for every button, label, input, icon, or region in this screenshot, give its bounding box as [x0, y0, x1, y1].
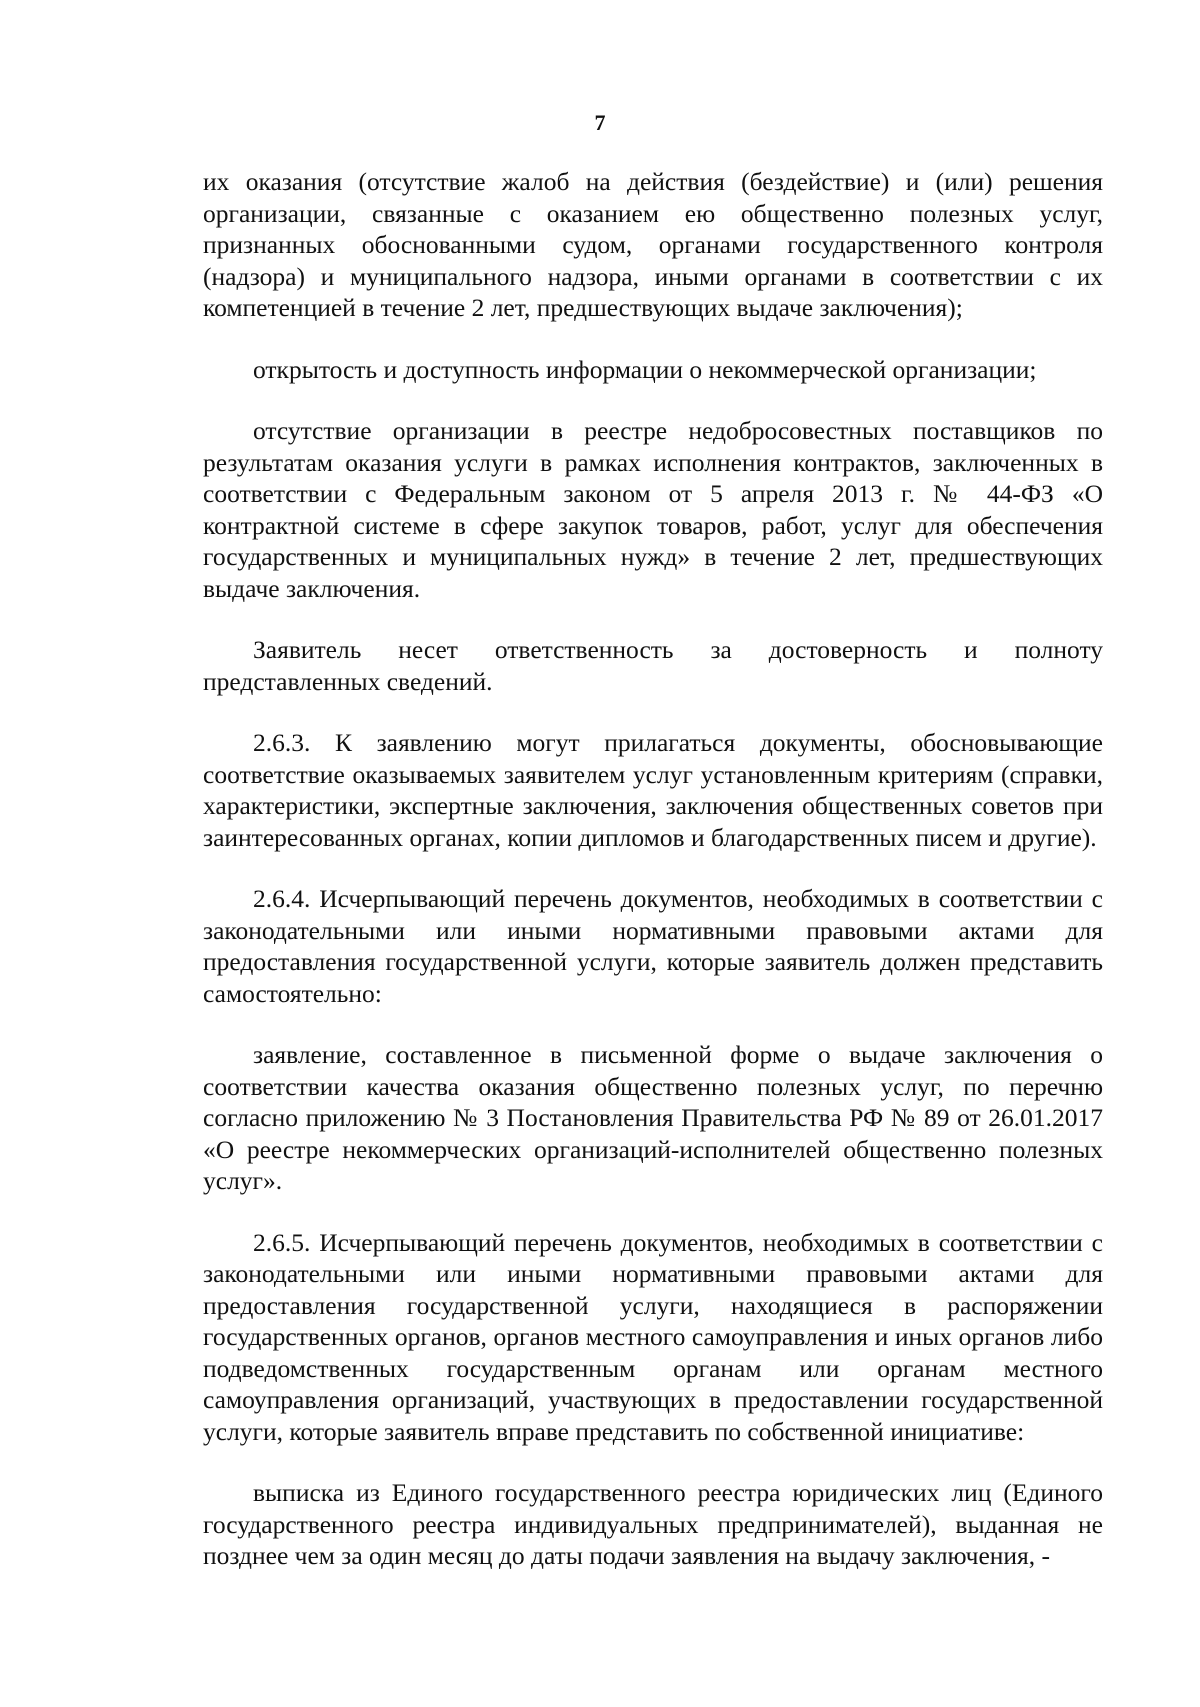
paragraph-continuation: их оказания (отсутствие жалоб на действия (бездействие) и (или) решения организации, связанные с оказанием ею общественно полезных услуг, признанных обоснованными судом, органами государственного контроля (надзора) и муниципального надзора, иными органами в соответствии с их компетенцией в течение 2 лет, предшествующих выдаче заключения);: [203, 167, 1103, 322]
paragraph-applicant-responsibility: Заявитель несет ответственность за достоверность и полноту представленных сведений.: [203, 635, 1103, 696]
paragraph-2-6-3: 2.6.3. К заявлению могут прилагаться документы, обосновывающие соответствие оказываемых заявителем услуг установленным критериям (справки, характеристики, экспертные заключения, заключения общественных советов при заинтересованных органах, копии дипломов и благодарственных писем и другие).: [203, 728, 1103, 852]
paragraph-2-6-5: 2.6.5. Исчерпывающий перечень документов, необходимых в соответствии с законодательными или иными нормативными правовыми актами для предоставления государственной услуги, находящиеся в распоряжении государственных органов, органов местного самоуправления и иных органов либо подведомственных государственным органам или органам местного самоуправления организаций, участвующих в предоставлении государственной услуги, которые заявитель вправе представить по собственной инициативе:: [203, 1227, 1103, 1446]
page-number: 7: [594, 110, 606, 135]
paragraph-2-6-4: 2.6.4. Исчерпывающий перечень документов, необходимых в соответствии с законодательными или иными нормативными правовыми актами для предоставления государственной услуги, которые заявитель должен представить самостоятельно:: [203, 884, 1103, 1008]
document-body: [203, 166, 1103, 1572]
paragraph-openness: открытость и доступность информации о некоммерческой организации;: [253, 354, 1037, 384]
paragraph-egrul-extract: выписка из Единого государственного реестра юридических лиц (Единого государственного реестра индивидуальных предпринимателей), выданная не позднее чем за один месяц до даты подачи заявления на выдачу заключения, -: [203, 1478, 1103, 1570]
paragraph-registry-absence: отсутствие организации в реестре недобросовестных поставщиков по результатам оказания услуги в рамках исполнения контрактов, заключенных в соответствии с Федеральным законом от 5 апреля 2013 г. № 44-ФЗ «О контрактной системе в сфере закупок товаров, работ, услуг для обеспечения государственных и муниципальных нужд» в течение 2 лет, предшествующих выдаче заключения.: [203, 416, 1103, 603]
paragraph-application-statement: заявление, составленное в письменной форме о выдаче заключения о соответствии качества оказания общественно полезных услуг, по перечню согласно приложению № 3 Постановления Правительства РФ № 89 от 26.01.2017 «О реестре некоммерческих организаций-исполнителей общественно полезных услуг».: [203, 1040, 1103, 1195]
